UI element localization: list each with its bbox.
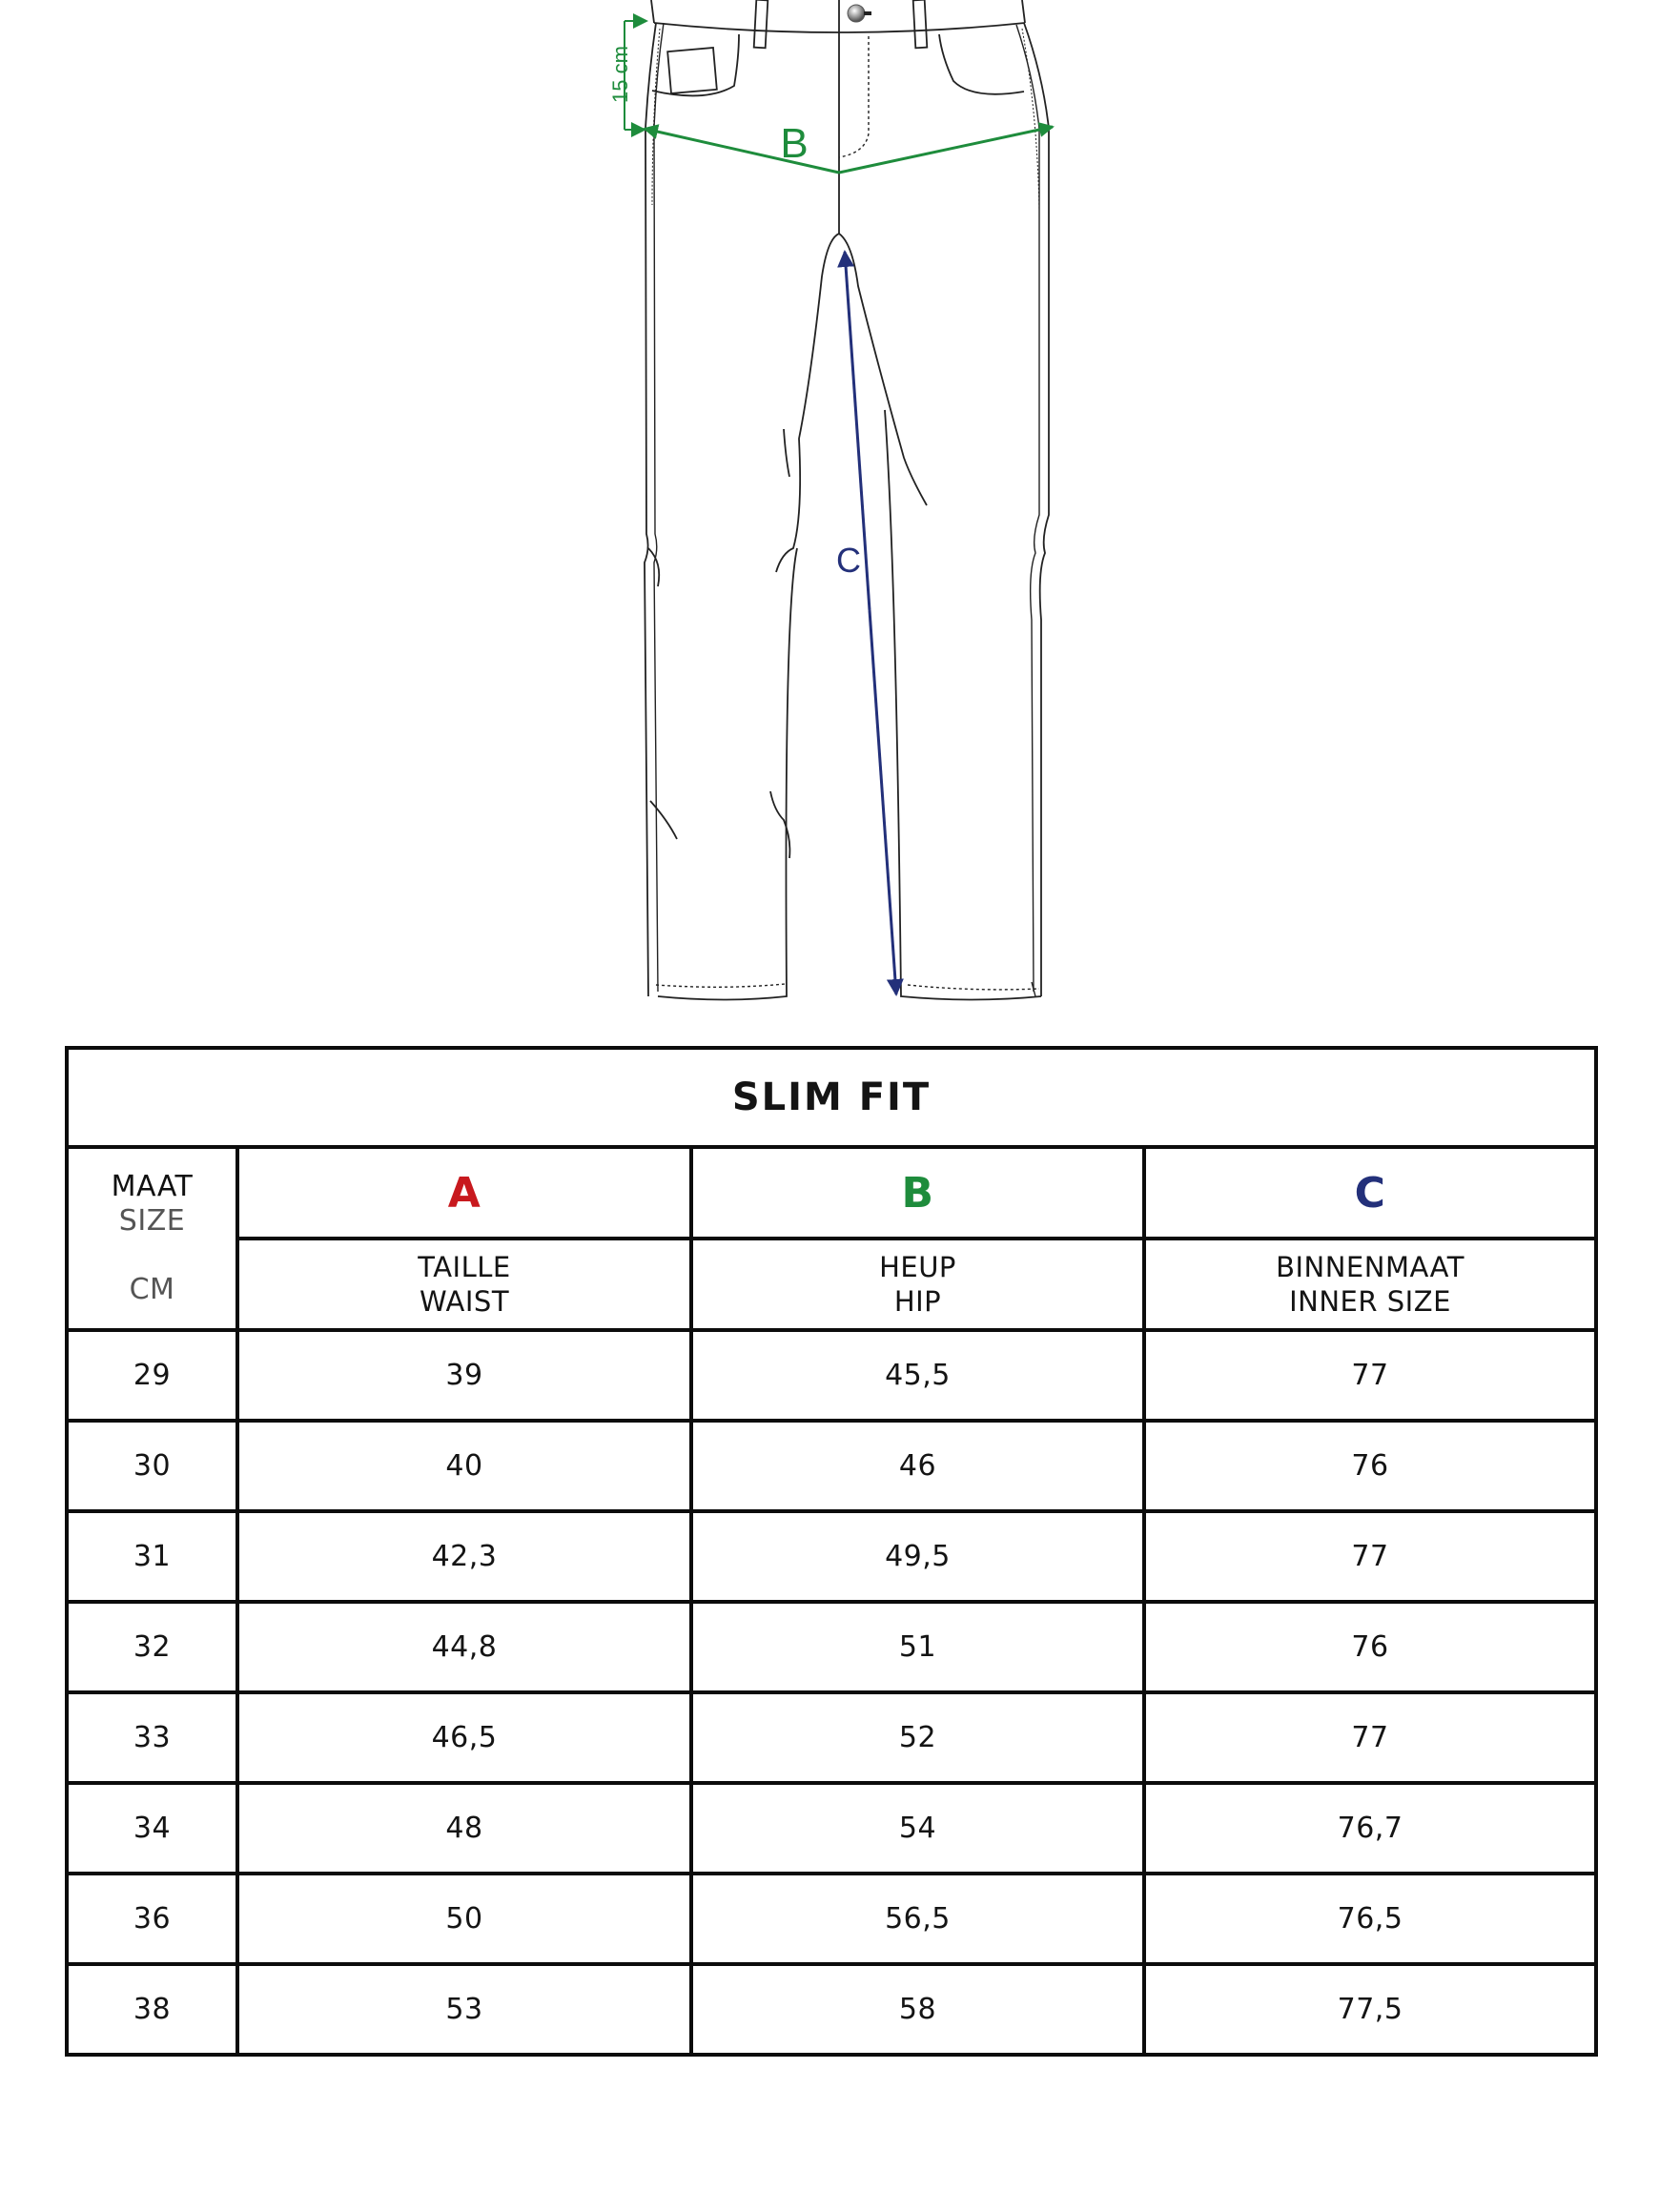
size-header-unit: CM bbox=[129, 1273, 175, 1306]
cell-inner-size: 76 bbox=[1144, 1421, 1596, 1511]
cell-inner-size: 77,5 bbox=[1144, 1964, 1596, 2055]
cell-size: 33 bbox=[67, 1692, 237, 1783]
column-label-hip bbox=[691, 1239, 1144, 1330]
cell-size: 36 bbox=[67, 1874, 237, 1964]
size-table bbox=[65, 1046, 1598, 2057]
cell-waist: 40 bbox=[237, 1421, 691, 1511]
cell-hip: 56,5 bbox=[691, 1874, 1144, 1964]
pants-illustration bbox=[0, 0, 1659, 1020]
title-row bbox=[67, 1048, 1596, 1147]
cell-hip: 45,5 bbox=[691, 1330, 1144, 1421]
label-en: HIP bbox=[893, 1285, 942, 1318]
cell-hip: 52 bbox=[691, 1692, 1144, 1783]
cell-size: 32 bbox=[67, 1602, 237, 1692]
label-en: INNER SIZE bbox=[1289, 1285, 1451, 1318]
cell-hip: 54 bbox=[691, 1783, 1144, 1874]
cell-hip: 49,5 bbox=[691, 1511, 1144, 1602]
size-header-size: SIZE bbox=[118, 1204, 186, 1238]
label-c: C bbox=[836, 541, 861, 580]
cell-inner-size: 77 bbox=[1144, 1511, 1596, 1602]
table-row bbox=[67, 1511, 1596, 1602]
label-nl: BINNENMAAT bbox=[1276, 1251, 1464, 1283]
table-row bbox=[67, 1874, 1596, 1964]
cell-size: 29 bbox=[67, 1330, 237, 1421]
cell-waist: 44,8 bbox=[237, 1602, 691, 1692]
table-row bbox=[67, 1692, 1596, 1783]
cell-inner-size: 77 bbox=[1144, 1692, 1596, 1783]
column-letter-a: A bbox=[237, 1147, 691, 1239]
cell-hip: 51 bbox=[691, 1602, 1144, 1692]
cell-inner-size: 76 bbox=[1144, 1602, 1596, 1692]
cell-size: 31 bbox=[67, 1511, 237, 1602]
table-row bbox=[67, 1964, 1596, 2055]
size-header-maat: MAAT bbox=[111, 1170, 194, 1203]
pants-diagram bbox=[0, 0, 1659, 1020]
measure-b-hip bbox=[645, 120, 1053, 173]
letter-row bbox=[67, 1147, 1596, 1239]
measure-c-inseam bbox=[836, 252, 896, 994]
column-letter-b: B bbox=[691, 1147, 1144, 1239]
cell-waist: 39 bbox=[237, 1330, 691, 1421]
cell-size: 38 bbox=[67, 1964, 237, 2055]
cell-hip: 58 bbox=[691, 1964, 1144, 2055]
label-nl: HEUP bbox=[879, 1251, 956, 1283]
size-chart bbox=[65, 1046, 1594, 2057]
table-row bbox=[67, 1330, 1596, 1421]
table-title: SLIM FIT bbox=[67, 1048, 1596, 1147]
table-row bbox=[67, 1421, 1596, 1511]
column-label-inner-size bbox=[1144, 1239, 1596, 1330]
label-row bbox=[67, 1239, 1596, 1330]
cell-waist: 48 bbox=[237, 1783, 691, 1874]
cell-waist: 42,3 bbox=[237, 1511, 691, 1602]
measure-label-15cm: 15 cm bbox=[607, 46, 632, 103]
table-row bbox=[67, 1783, 1596, 1874]
label-nl: TAILLE bbox=[418, 1251, 511, 1283]
measure-15cm bbox=[608, 21, 646, 130]
cell-waist: 50 bbox=[237, 1874, 691, 1964]
cell-inner-size: 76,5 bbox=[1144, 1874, 1596, 1964]
label-b: B bbox=[780, 120, 809, 167]
size-header-cell bbox=[67, 1147, 237, 1330]
column-letter-c: C bbox=[1144, 1147, 1596, 1239]
cell-waist: 53 bbox=[237, 1964, 691, 2055]
cell-size: 34 bbox=[67, 1783, 237, 1874]
pants-outline bbox=[645, 0, 1049, 1000]
cell-hip: 46 bbox=[691, 1421, 1144, 1511]
label-en: WAIST bbox=[419, 1285, 510, 1318]
cell-inner-size: 77 bbox=[1144, 1330, 1596, 1421]
cell-inner-size: 76,7 bbox=[1144, 1783, 1596, 1874]
button-icon bbox=[848, 5, 865, 22]
cell-waist: 46,5 bbox=[237, 1692, 691, 1783]
table-row bbox=[67, 1602, 1596, 1692]
cell-size: 30 bbox=[67, 1421, 237, 1511]
column-label-waist bbox=[237, 1239, 691, 1330]
